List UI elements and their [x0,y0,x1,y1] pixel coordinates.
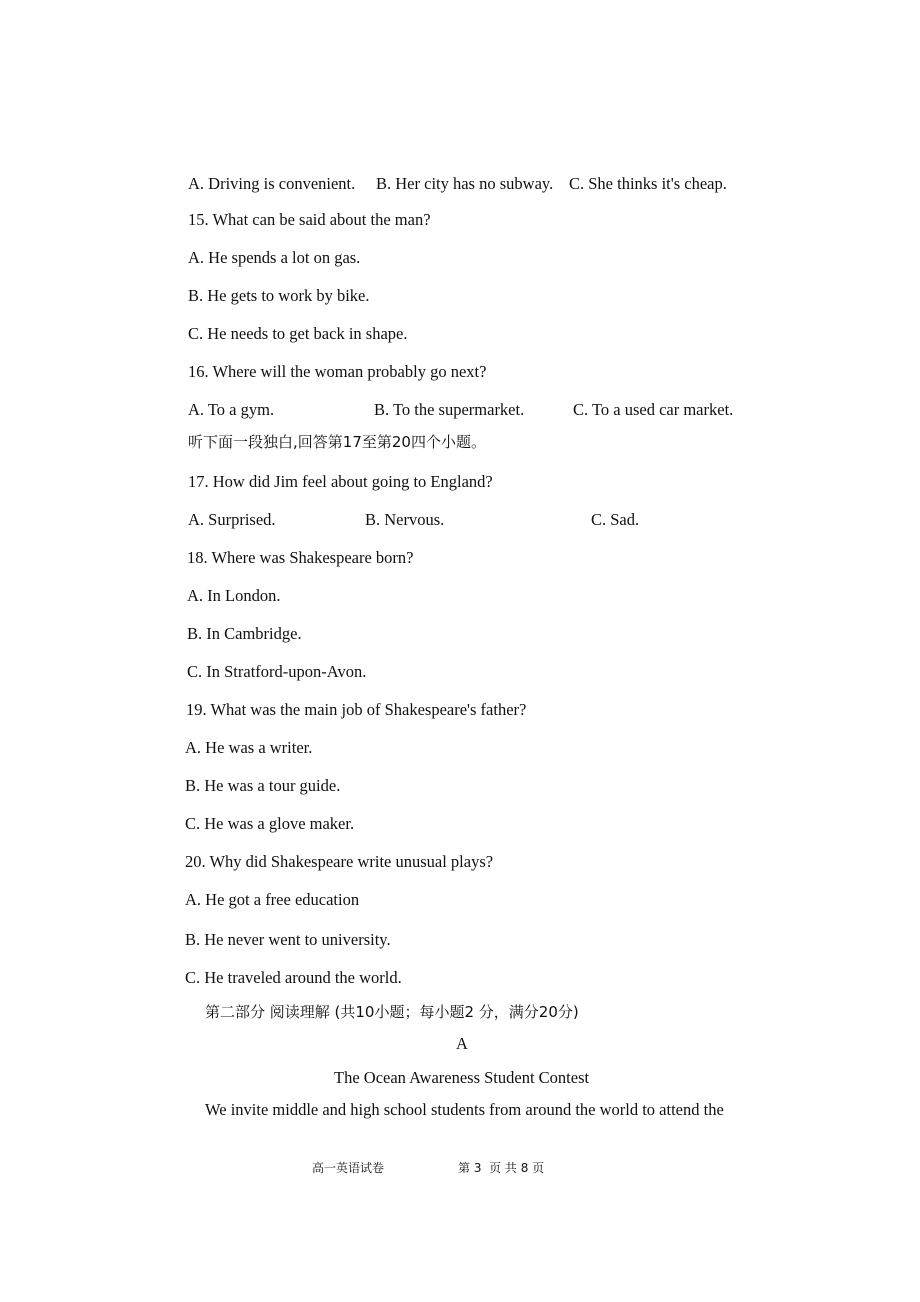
q19-option-a: A. He was a writer. [185,738,313,757]
q19-option-c: C. He was a glove maker. [185,814,355,833]
q16-option-c: C. To a used car market. [573,400,734,419]
q15-option-c: C. He needs to get back in shape. [188,324,408,343]
q16-question: 16. Where will the woman probably go next? [188,362,487,381]
footer-page-number: 第 3 页 共 8 页 [458,1161,545,1175]
q17-question: 17. How did Jim feel about going to England? [188,472,493,491]
q15-question: 15. What can be said about the man? [188,210,431,229]
q14-option-c: C. She thinks it's cheap. [569,174,727,193]
q20-question: 20. Why did Shakespeare write unusual plays? [185,852,494,871]
q19-question: 19. What was the main job of Shakespeare's father? [186,700,527,719]
q18-option-b: B. In Cambridge. [187,624,302,643]
passage-text: We invite middle and high school students from around the world to attend the [205,1100,724,1119]
q19-option-b: B. He was a tour guide. [185,776,341,795]
q20-option-a: A. He got a free education [185,890,360,909]
passage-letter: A [456,1034,468,1053]
q17-option-c: C. Sad. [591,510,640,529]
q18-question: 18. Where was Shakespeare born? [187,548,414,567]
q15-option-b: B. He gets to work by bike. [188,286,370,305]
q16-option-b: B. To the supermarket. [374,400,525,419]
q18-option-a: A. In London. [187,586,281,605]
footer-exam-name: 高一英语试卷 [312,1161,385,1175]
q16-option-a: A. To a gym. [188,400,275,419]
listening-instruction: 听下面一段独白,回答第17至第20四个小题。 [188,433,486,451]
q20-option-c: C. He traveled around the world. [185,968,402,987]
q20-option-b: B. He never went to university. [185,930,391,949]
q15-option-a: A. He spends a lot on gas. [188,248,361,267]
q17-option-a: A. Surprised. [188,510,276,529]
q14-option-a: A. Driving is convenient. [188,174,356,193]
q18-option-c: C. In Stratford-upon-Avon. [187,662,367,681]
q17-option-b: B. Nervous. [365,510,445,529]
q14-option-b: B. Her city has no subway. [376,174,554,193]
section-heading: 第二部分 阅读理解 (共10小题；每小题2 分，满分20分) [205,1003,579,1021]
passage-title: The Ocean Awareness Student Contest [334,1068,590,1087]
